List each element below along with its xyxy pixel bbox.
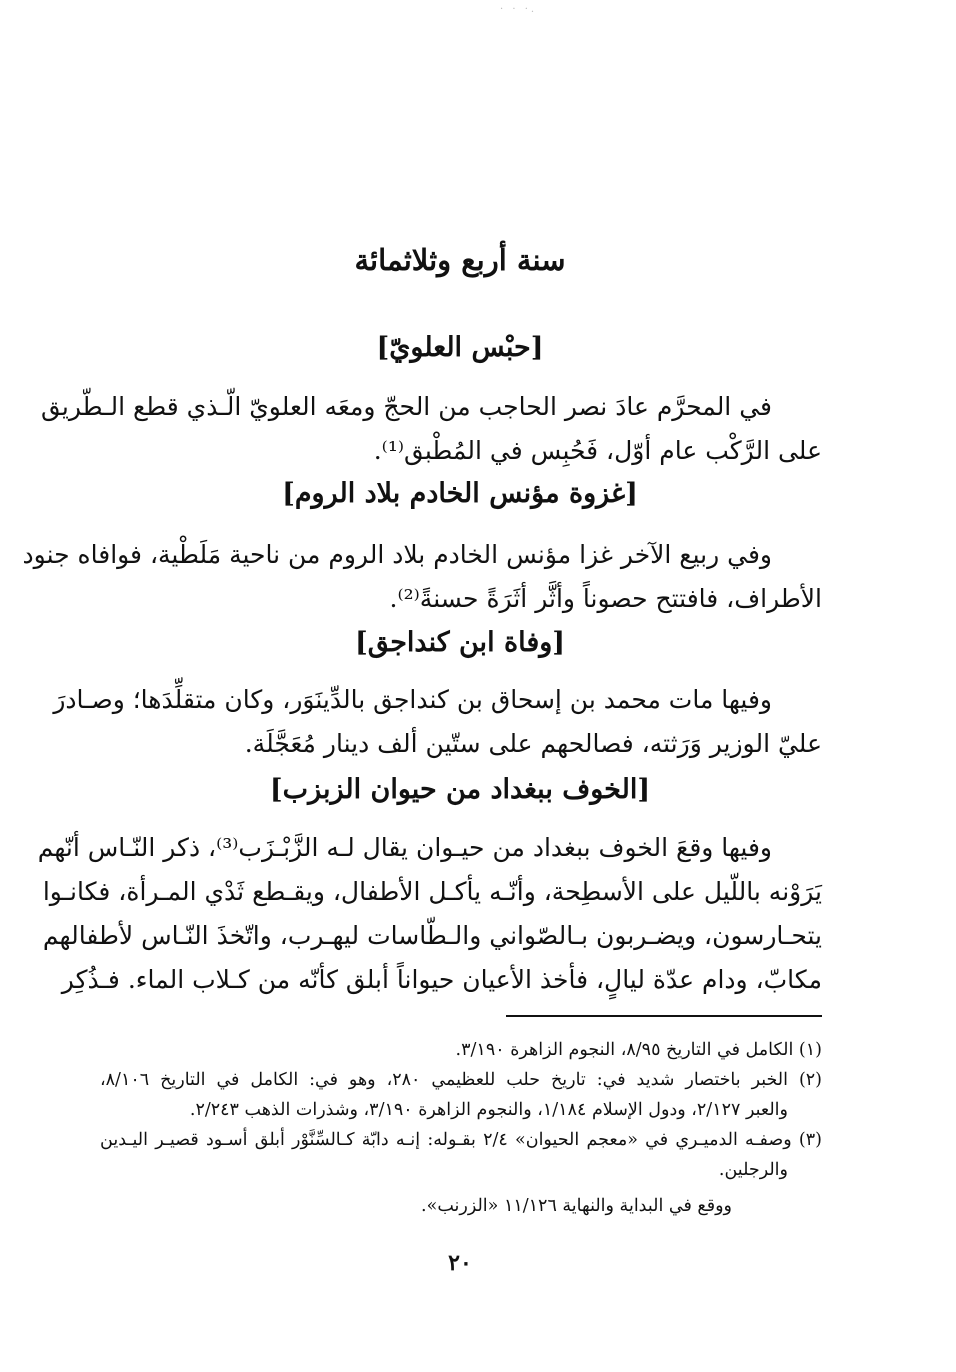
section-title-1: [حبْس العلويّ] <box>376 332 544 363</box>
section-paragraph-2 <box>22 533 822 621</box>
paragraph-line: وفيها مات محمد بن إسحاق بن كنداجق بالدِّينَوَر، وكان متقلِّدَها؛ وصـادرَ <box>53 685 772 714</box>
footnote-2-continued: والعبر ٢/١٢٧، ودول الإسلام ١/١٨٤، والنجوم الزاهرة ٣/١٩٠، وشذرات الذهب ٢/٢٤٣. <box>189 1100 788 1120</box>
section-title-2: [غزوة مؤنس الخادم بلاد الروم] <box>282 478 638 509</box>
footnote-1: (١) الكامل في التاريخ ٨/٩٥، النجوم الزاهرة ٣/١٩٠. <box>455 1040 822 1060</box>
scan-speckles: · · ·. <box>500 4 538 15</box>
section-paragraph-1 <box>41 385 822 473</box>
year-heading: سنة أربع وثلاثمائة <box>354 243 566 277</box>
section-paragraph-4 <box>37 826 822 1002</box>
page-number: ٢٠ <box>448 1250 472 1276</box>
paragraph-line: عليّ الوزير وَرَثته، فصالحهم على ستّين ألف دينار مُعَجَّلَة. <box>244 729 822 758</box>
footnote-3-note: ووقع في البداية والنهاية ١١/١٢٦ «الزرنب». <box>421 1196 732 1216</box>
footnote-3: (٣) وصفـه الدميـري في «معجم الحيوان» ٢/٤ بقـوله: إنـه دابّة كـالسِّنَّوْر أبلق أسـود قصيـر اليـدين <box>100 1130 822 1150</box>
paragraph-line: وفي ربيع الآخر غزا مؤنس الخادم بلاد الروم من ناحية مَلَطْية، فوافاه جنود <box>22 540 772 569</box>
footnote-divider <box>506 1015 822 1017</box>
paragraph-line: وفيها وقعَ الخوف ببغداد من حيـوان يقال لـه الزَّبْـزَب⁽³⁾، ذكر النّـاس أنّهم <box>37 833 772 862</box>
paragraph-line: الأطراف، فافتتح حصوناً وأثَّر أثَرَةً حسنةً⁽²⁾. <box>389 584 822 613</box>
footnotes <box>100 1035 822 1221</box>
section-paragraph-3 <box>53 678 822 766</box>
paragraph-line: يتحـارسون، ويضـربون بـالصّواني والـطّاسات ليهـرب، واتّخذَ النّـاس لأطفالهم <box>42 921 822 950</box>
footnote-3-continued: والرجلين. <box>718 1160 788 1180</box>
paragraph-line: في المحرَّم عادَ نصر الحاجب من الحجّ ومعَه العلويّ الّـذي قطع الـطّريق <box>41 392 772 421</box>
footnote-2: (٢) الخبر باختصار شديد في: تاريخ حلب للعظيمي ٢٨٠، وهو في: الكامل في التاريخ ٨/١٠٦، <box>100 1070 822 1090</box>
paragraph-line: يَرَوْنه باللّيل على الأسطِحة، وأنّـه يأكـل الأطفال، ويقـطع ثَدْي المـرأة، فكانـوا <box>42 877 822 906</box>
section-title-3: [وفاة ابن كنداجق] <box>354 627 566 658</box>
paragraph-line: على الرَّكْب عام أوّل، فَحُبِس في المُطْبق⁽¹⁾. <box>373 436 822 465</box>
paragraph-line: مكابّ، ودام عدّة ليالٍ، فأخذ الأعيان حيواناً أبلق كأنّه من كـلاب الماء. فـذُكِر <box>61 965 822 994</box>
section-title-4: [الخوف ببغداد من حيوان الزبزب] <box>269 774 651 805</box>
